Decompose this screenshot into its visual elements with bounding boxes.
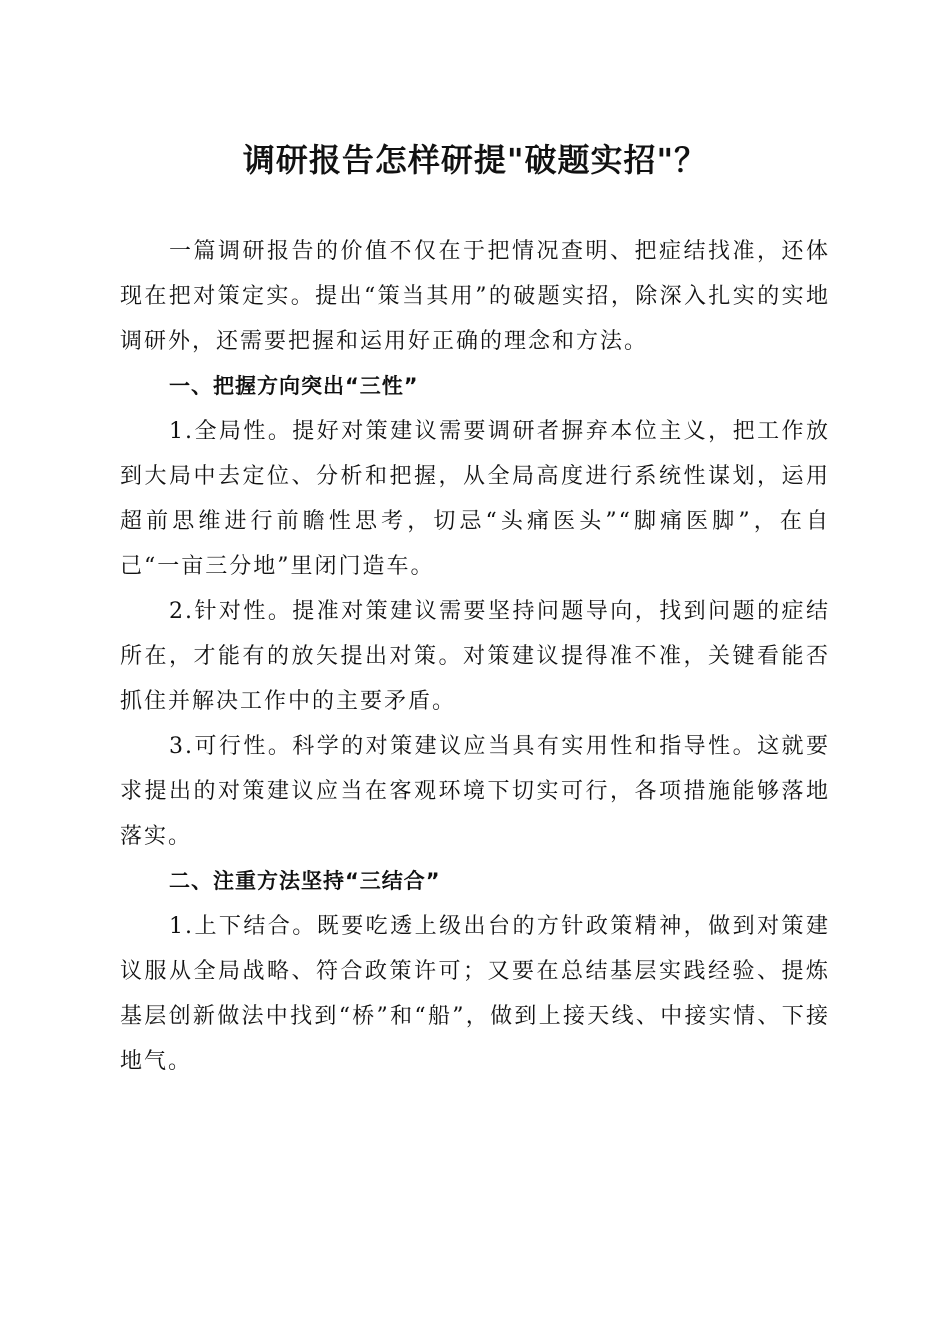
section-heading-2: 二、注重方法坚持“三结合” [169, 869, 441, 893]
section-2-paragraph-1: 1.上下结合。既要吃透上级出台的方针政策精神，做到对策建议服从全局战略、符合政策许可；又要在总结基层实践经验、提炼基层创新做法中找到“桥”和“船”，做到上接天线、中接实情、下接地气。 [120, 914, 830, 1074]
document-body [120, 229, 830, 1084]
intro-paragraph: 一篇调研报告的价值不仅在于把情况查明、把症结找准，还体现在把对策定实。提出“策当其用”的破题实招，除深入扎实的实地调研外，还需要把握和运用好正确的理念和方法。 [120, 239, 830, 354]
document-title: 调研报告怎样研提"破题实招"？ [242, 141, 708, 179]
section-1-paragraph-1: 1.全局性。提好对策建议需要调研者摒弃本位主义，把工作放到大局中去定位、分析和把握，从全局高度进行系统性谋划，运用超前思维进行前瞻性思考，切忌“头痛医头”“脚痛医脚”，在自己“一亩三分地”里闭门造车。 [120, 419, 830, 579]
section-heading-1: 一、把握方向突出“三性” [169, 374, 419, 398]
section-1-paragraph-3: 3.可行性。科学的对策建议应当具有实用性和指导性。这就要求提出的对策建议应当在客观环境下切实可行，各项措施能够落地落实。 [120, 734, 830, 849]
section-1-paragraph-2: 2.针对性。提准对策建议需要坚持问题导向，找到问题的症结所在，才能有的放矢提出对策。对策建议提得准不准，关键看能否抓住并解决工作中的主要矛盾。 [120, 599, 830, 714]
